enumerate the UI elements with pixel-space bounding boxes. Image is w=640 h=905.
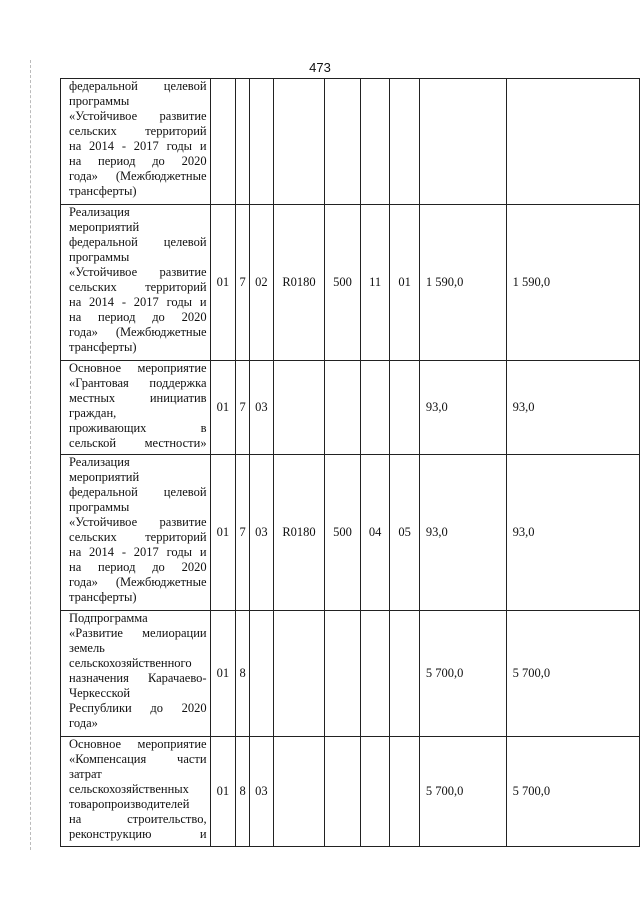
program-code-cell: 01 — [210, 455, 236, 611]
direction-code-cell: R0180 — [273, 205, 325, 361]
row-name-line: на строительство, — [69, 812, 207, 826]
row-name-line: назначения Карачаево- — [69, 671, 207, 685]
program-code-cell — [210, 79, 236, 205]
amount-cell-2 — [506, 79, 639, 205]
direction-code-cell: R0180 — [273, 455, 325, 611]
row-name-line: Черкесской — [69, 686, 131, 700]
subprogram-code-cell: 8 — [236, 611, 250, 737]
program-code-cell: 01 — [210, 611, 236, 737]
page-number: 473 — [309, 60, 331, 75]
table-row — [61, 361, 640, 455]
expense-type-cell — [325, 611, 361, 737]
row-name-line: граждан, — [69, 406, 117, 420]
row-name-line: федеральной целевой — [69, 235, 207, 249]
amount-cell-2: 5 700,0 — [506, 737, 639, 847]
row-name-line: на 2014 - 2017 годы и — [69, 295, 207, 309]
amount-cell-2: 1 590,0 — [506, 205, 639, 361]
amount-cell-2: 5 700,0 — [506, 611, 639, 737]
direction-code-cell — [273, 361, 325, 455]
row-name-line: программы — [69, 500, 130, 514]
subprogram-code-cell — [236, 79, 250, 205]
row-name-line: сельскохозяйственного — [69, 656, 192, 670]
table-row — [61, 205, 640, 361]
row-name-cell — [61, 455, 211, 611]
subsection-cell — [390, 79, 420, 205]
amount-cell-1 — [419, 79, 506, 205]
row-name-line: затрат — [69, 767, 102, 781]
program-code-cell: 01 — [210, 737, 236, 847]
row-name-line: «Развитие мелиорации — [69, 626, 207, 640]
row-name-cell — [61, 737, 211, 847]
amount-cell-1: 93,0 — [419, 455, 506, 611]
row-name-line: на период до 2020 — [69, 310, 207, 324]
row-name-line: Республики до 2020 — [69, 701, 207, 715]
expense-type-cell — [325, 737, 361, 847]
direction-code-cell — [273, 737, 325, 847]
row-name-line: Подпрограмма — [69, 611, 148, 625]
row-name-line: на 2014 - 2017 годы и — [69, 139, 207, 153]
expense-type-cell: 500 — [325, 455, 361, 611]
event-code-cell: 03 — [250, 361, 274, 455]
row-name-line: «Грантовая поддержка — [69, 376, 207, 390]
row-name-line: Реализация — [69, 455, 130, 469]
event-code-cell — [250, 611, 274, 737]
row-name-line: местных инициатив — [69, 391, 207, 405]
row-name-line: мероприятий — [69, 220, 140, 234]
row-name-line: трансферты) — [69, 590, 137, 604]
table-row — [61, 455, 640, 611]
direction-code-cell — [273, 79, 325, 205]
row-name-line: года» (Межбюджетные — [69, 169, 207, 183]
section-cell — [360, 611, 390, 737]
row-name-line: федеральной целевой — [69, 485, 207, 499]
table-row — [61, 737, 640, 847]
row-name-line: сельских территорий — [69, 124, 207, 138]
row-name-line: трансферты) — [69, 184, 137, 198]
row-name-line: Реализация — [69, 205, 130, 219]
row-name-line: товаропроизводителей — [69, 797, 190, 811]
row-name-line: на период до 2020 — [69, 154, 207, 168]
row-name-line: на период до 2020 — [69, 560, 207, 574]
event-code-cell — [250, 79, 274, 205]
event-code-cell: 03 — [250, 455, 274, 611]
amount-cell-1: 1 590,0 — [419, 205, 506, 361]
section-cell — [360, 361, 390, 455]
amount-cell-1: 93,0 — [419, 361, 506, 455]
amount-cell-2: 93,0 — [506, 455, 639, 611]
table-row — [61, 79, 640, 205]
event-code-cell: 03 — [250, 737, 274, 847]
subprogram-code-cell: 7 — [236, 205, 250, 361]
budget-table — [60, 78, 640, 847]
row-name-line: сельскохозяйственных — [69, 782, 189, 796]
row-name-line: «Компенсация части — [69, 752, 207, 766]
row-name-line: реконструкцию и — [69, 827, 207, 841]
row-name-line: мероприятий — [69, 470, 140, 484]
row-name-line: года» (Межбюджетные — [69, 325, 207, 339]
row-name-line: сельских территорий — [69, 530, 207, 544]
row-name-line: федеральной целевой — [69, 79, 207, 93]
row-name-cell — [61, 361, 211, 455]
row-name-line: сельской местности» — [69, 436, 207, 450]
subsection-cell: 01 — [390, 205, 420, 361]
table-row — [61, 611, 640, 737]
row-name-line: на 2014 - 2017 годы и — [69, 545, 207, 559]
direction-code-cell — [273, 611, 325, 737]
row-name-line: года» (Межбюджетные — [69, 575, 207, 589]
row-name-cell — [61, 611, 211, 737]
row-name-cell — [61, 79, 211, 205]
row-name-cell — [61, 205, 211, 361]
subsection-cell — [390, 737, 420, 847]
subsection-cell: 05 — [390, 455, 420, 611]
amount-cell-1: 5 700,0 — [419, 737, 506, 847]
amount-cell-2: 93,0 — [506, 361, 639, 455]
subsection-cell — [390, 361, 420, 455]
subsection-cell — [390, 611, 420, 737]
subprogram-code-cell: 7 — [236, 455, 250, 611]
program-code-cell: 01 — [210, 361, 236, 455]
expense-type-cell — [325, 79, 361, 205]
expense-type-cell — [325, 361, 361, 455]
section-cell: 11 — [360, 205, 390, 361]
subprogram-code-cell: 8 — [236, 737, 250, 847]
row-name-line: Основное мероприятие — [69, 737, 207, 751]
event-code-cell: 02 — [250, 205, 274, 361]
row-name-line: сельских территорий — [69, 280, 207, 294]
table-body — [61, 79, 640, 847]
row-name-line: «Устойчивое развитие — [69, 109, 207, 123]
row-name-line: трансферты) — [69, 340, 137, 354]
section-cell — [360, 737, 390, 847]
row-name-line: Основное мероприятие — [69, 361, 207, 375]
amount-cell-1: 5 700,0 — [419, 611, 506, 737]
row-name-line: года» — [69, 716, 98, 730]
row-name-line: проживающих в — [69, 421, 207, 435]
expense-type-cell: 500 — [325, 205, 361, 361]
row-name-line: «Устойчивое развитие — [69, 265, 207, 279]
scan-edge-line — [30, 60, 31, 850]
program-code-cell: 01 — [210, 205, 236, 361]
row-name-line: земель — [69, 641, 105, 655]
row-name-line: программы — [69, 250, 130, 264]
section-cell — [360, 79, 390, 205]
row-name-line: «Устойчивое развитие — [69, 515, 207, 529]
section-cell: 04 — [360, 455, 390, 611]
subprogram-code-cell: 7 — [236, 361, 250, 455]
row-name-line: программы — [69, 94, 130, 108]
